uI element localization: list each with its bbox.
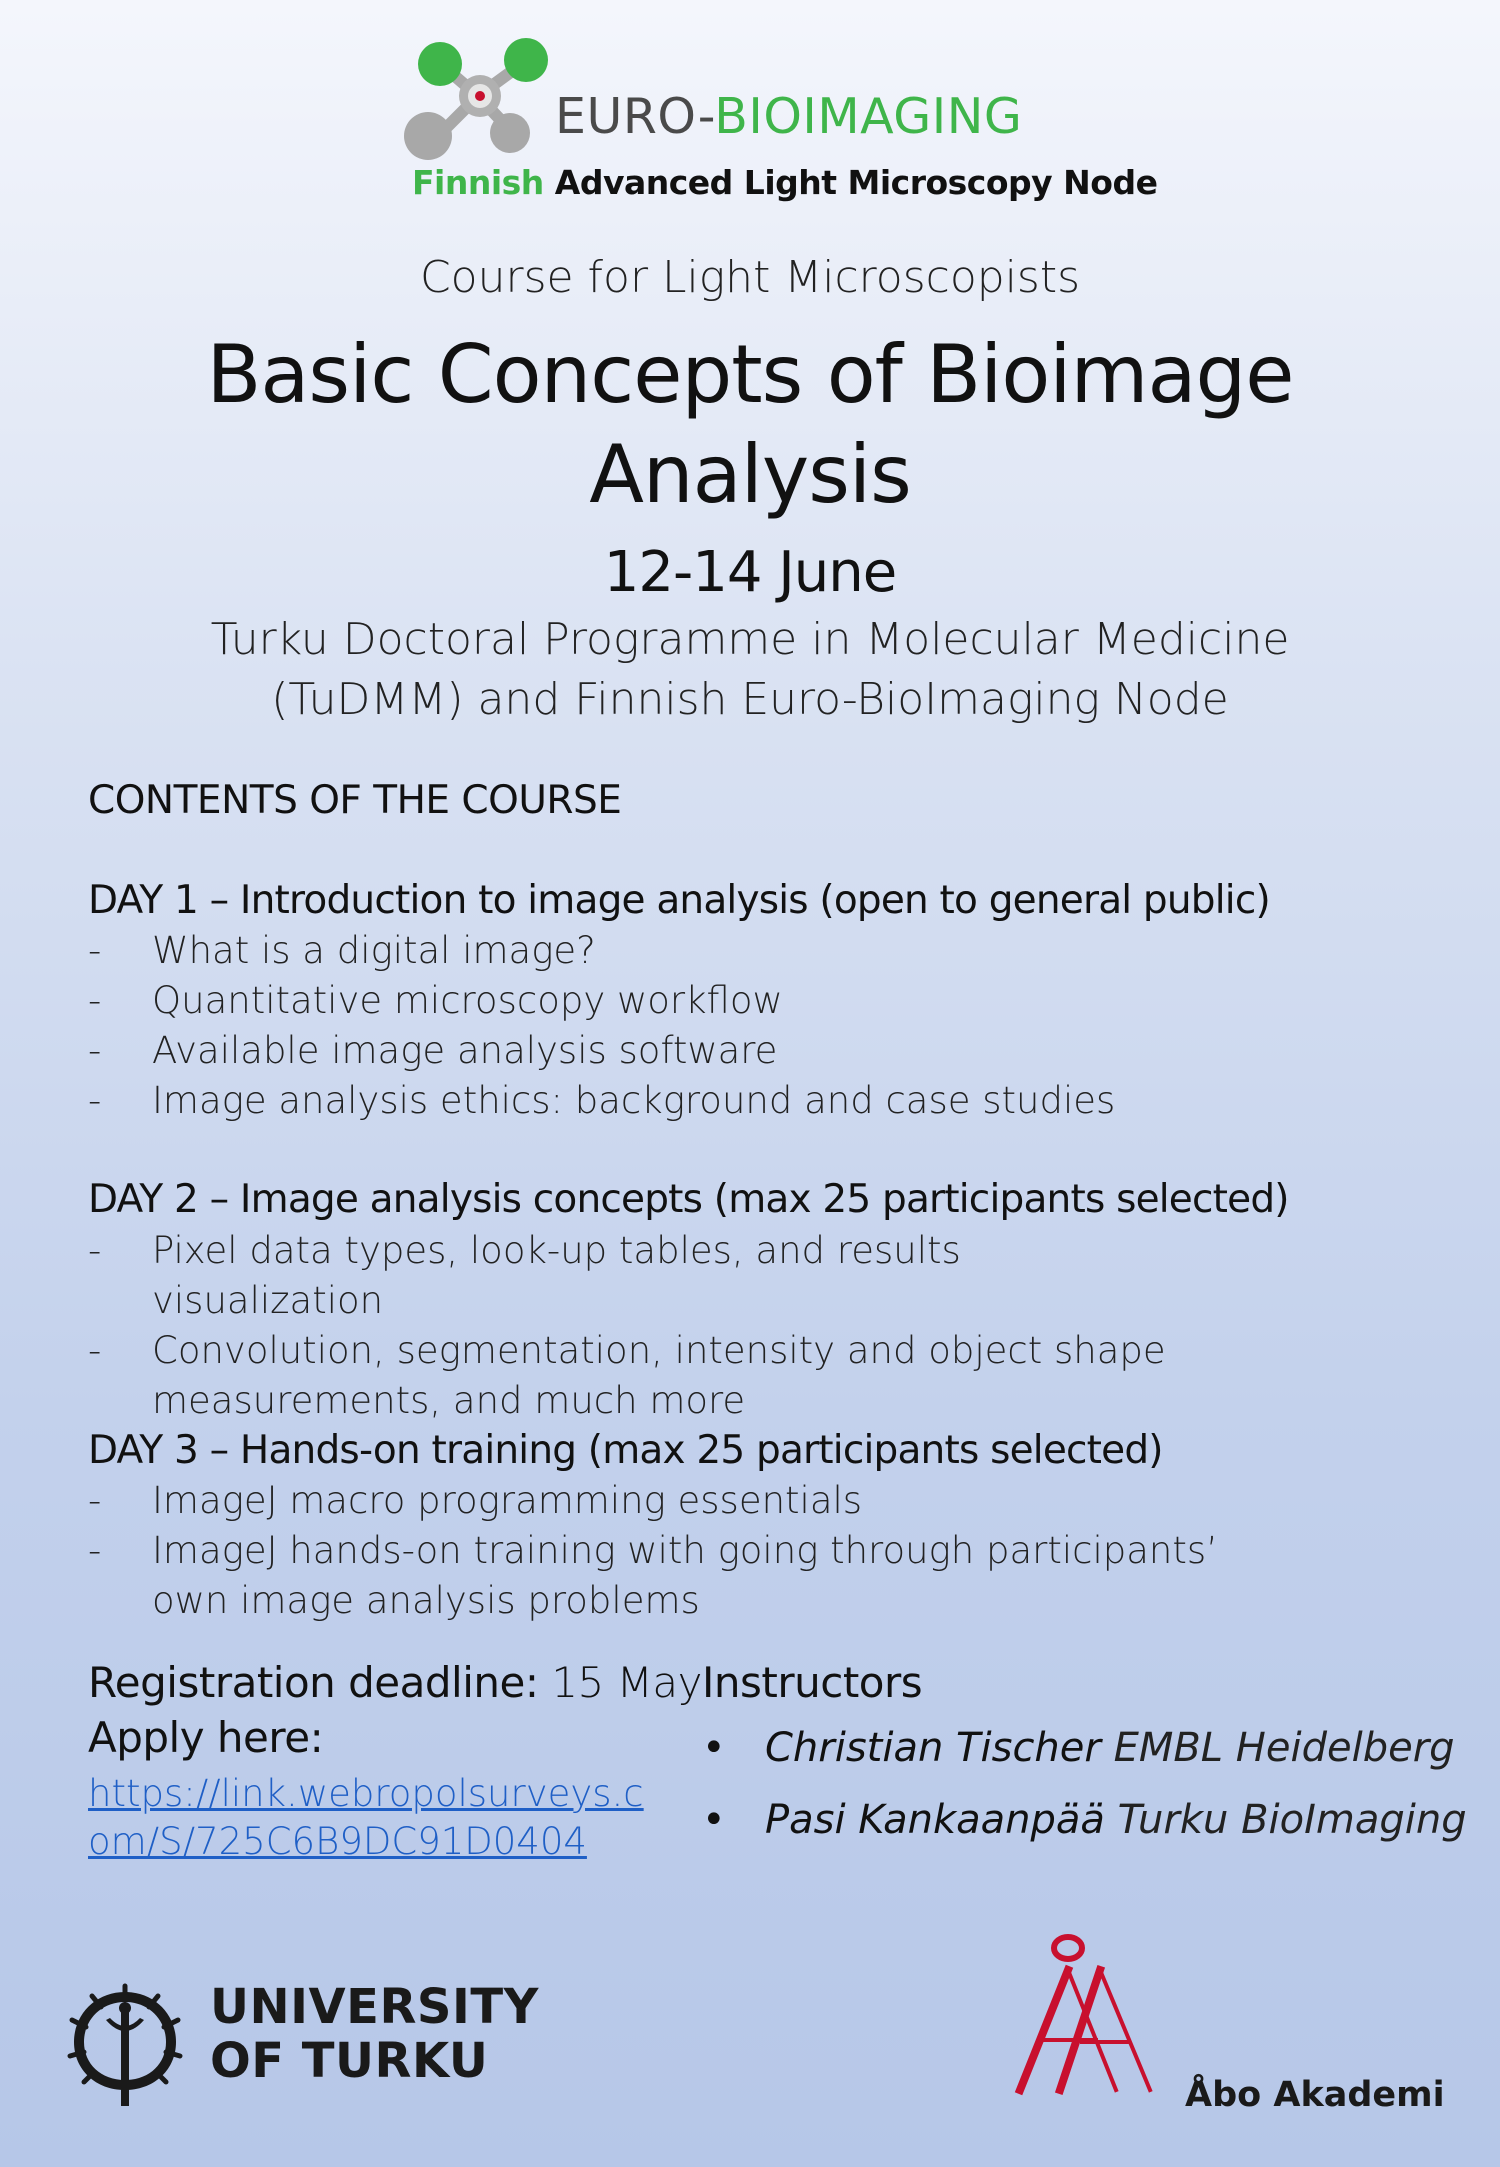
day-1-list	[88, 926, 1338, 1126]
list-item: - Convolution, segmentation, intensity and object shape measurements, and much more	[88, 1329, 1166, 1422]
instructors-list	[702, 1712, 1467, 1856]
course-title	[0, 325, 1500, 525]
wordmark-bioimaging: BIOIMAGING	[714, 88, 1023, 145]
day-3-heading: DAY 3 – Hands-on training (max 25 participants selected)	[88, 1428, 1163, 1473]
day-1-heading: DAY 1 – Introduction to image analysis (open to general public)	[88, 878, 1270, 923]
euro-bioimaging-wordmark	[555, 88, 1022, 145]
utu-line-1: UNIVERSITY	[210, 1979, 539, 2035]
instructor-name: Christian Tischer	[765, 1725, 1101, 1771]
wordmark-euro: EURO-	[555, 88, 715, 145]
list-item: - Available image analysis software	[88, 1029, 778, 1072]
day-2-list	[88, 1226, 1178, 1426]
organizers-line-2: (TuDMM) and Finnish Euro-BioImaging Node	[271, 674, 1229, 725]
apply-label: Apply here:	[88, 1713, 324, 1762]
node-name	[412, 163, 1157, 202]
list-item: - ImageJ macro programming essentials	[88, 1479, 863, 1522]
list-item: - Image analysis ethics: background and case studies	[88, 1079, 1116, 1122]
course-organizers	[0, 610, 1500, 730]
instructor-item: • Christian Tischer EMBL Heidelberg	[702, 1725, 1455, 1771]
instructor-affiliation: Turku BioImaging	[1117, 1797, 1467, 1843]
registration-label: Registration deadline:	[88, 1658, 539, 1707]
registration-link[interactable]: https://link.webropolsurveys.com/S/725C6B9DC91D0404	[88, 1772, 644, 1863]
abo-akademi-name: Åbo Akademi	[1185, 2075, 1445, 2115]
university-of-turku-emblem-icon	[66, 1972, 184, 2112]
course-title-line-2: Analysis	[589, 428, 911, 521]
abo-akademi-emblem-icon	[1000, 1930, 1170, 2100]
instructor-item: • Pasi Kankaanpää Turku BioImaging	[702, 1797, 1467, 1843]
node-name-green: Finnish	[412, 163, 544, 202]
course-subtitle: Course for Light Microscopists	[419, 252, 1081, 303]
day-3-list	[88, 1476, 1288, 1626]
list-item: - Pixel data types, look-up tables, and results visualization	[88, 1229, 961, 1322]
instructor-affiliation: EMBL Heidelberg	[1113, 1725, 1455, 1771]
instructors-heading: Instructors	[702, 1658, 923, 1707]
course-title-line-1: Basic Concepts of Bioimage	[206, 328, 1294, 421]
day-2-heading: DAY 2 – Image analysis concepts (max 25 participants selected)	[88, 1177, 1289, 1222]
course-dates: 12-14 June	[603, 540, 897, 605]
node-name-dark: Advanced Light Microscopy Node	[554, 163, 1158, 202]
organizers-line-1: Turku Doctoral Programme in Molecular Medicine	[210, 614, 1290, 665]
university-of-turku-wordmark	[210, 1980, 539, 2088]
list-item: - Quantitative microscopy workflow	[88, 979, 783, 1022]
instructor-name: Pasi Kankaanpää	[765, 1797, 1105, 1843]
list-item: - ImageJ hands-on training with going through participants’ own image analysis problems	[88, 1529, 1218, 1622]
registration-deadline	[88, 1658, 702, 1707]
utu-line-2: OF TURKU	[210, 2033, 489, 2089]
list-item: - What is a digital image?	[88, 929, 596, 972]
registration-date: 15 May	[551, 1658, 702, 1707]
contents-heading: CONTENTS OF THE COURSE	[88, 778, 622, 823]
